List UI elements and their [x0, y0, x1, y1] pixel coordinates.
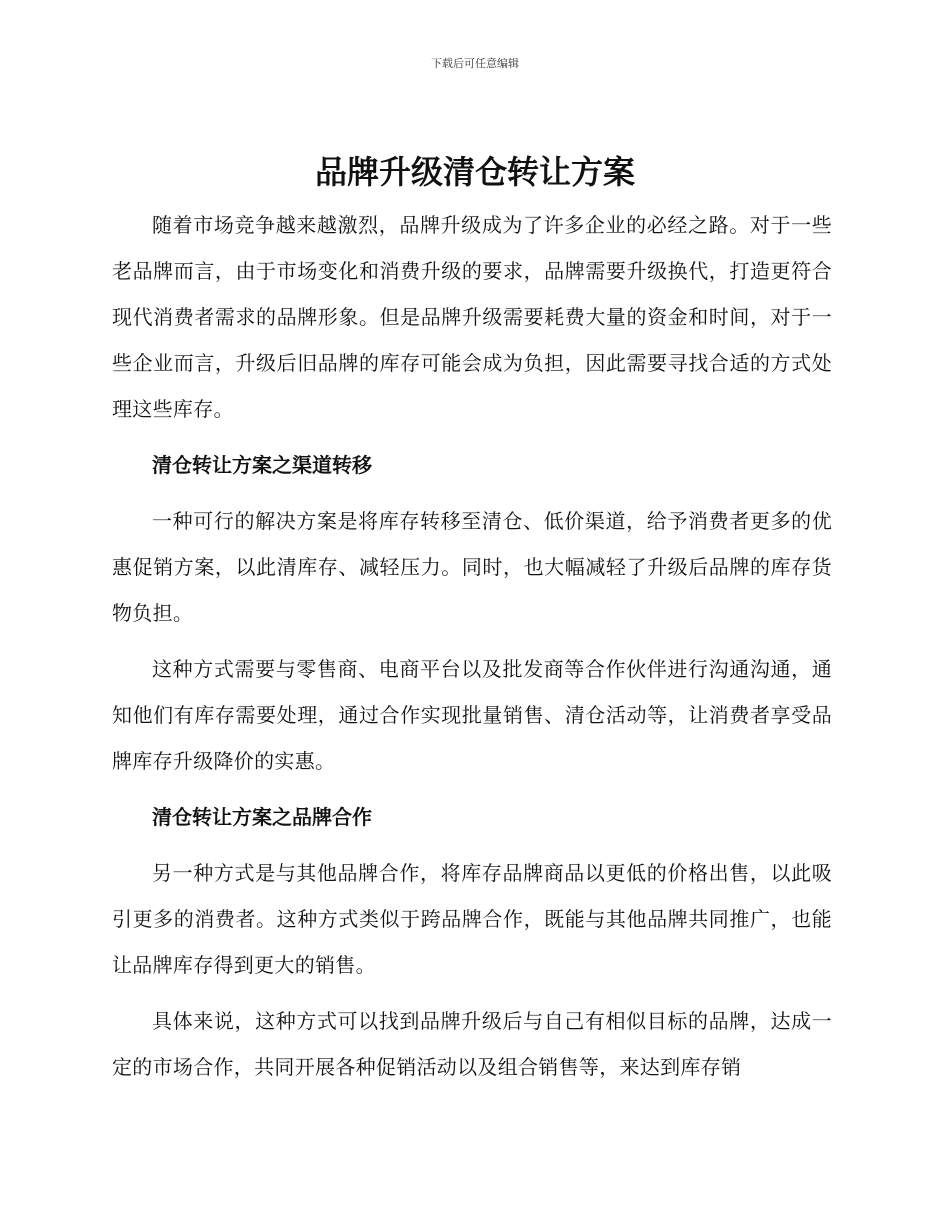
section-2-paragraph-1: 另一种方式是与其他品牌合作，将库存品牌商品以更低的价格出售，以此吸引更多的消费者。这种方式类似于跨品牌合作，既能与其他品牌共同推广，也能让品牌库存得到更大的销售。 — [112, 861, 832, 977]
section-1-paragraph-1: 一种可行的解决方案是将库存转移至清仓、低价渠道，给予消费者更多的优惠促销方案，以此清库存、减轻压力。同时，也大幅减轻了升级后品牌的库存货物负担。 — [112, 509, 832, 625]
intro-paragraph: 随着市场竞争越来越激烈，品牌升级成为了许多企业的必经之路。对于一些老品牌而言，由于市场变化和消费升级的要求，品牌需要升级换代，打造更符合现代消费者需求的品牌形象。但是品牌升级需要耗费大量的资金和时间，对于一些企业而言，升级后旧品牌的库存可能会成为负担，因此需要寻找合适的方式处理这些库存。 — [112, 213, 832, 421]
header-note: 下载后可任意编辑 — [431, 57, 519, 70]
document-body — [112, 202, 832, 1090]
document-title: 品牌升级清仓转让方案 — [314, 153, 635, 191]
section-heading-brand-cooperation: 清仓转让方案之品牌合作 — [152, 805, 372, 829]
section-2-paragraph-2: 具体来说，这种方式可以找到品牌升级后与自己有相似目标的品牌，达成一定的市场合作，共同开展各种促销活动以及组合销售等，来达到库存销 — [112, 1009, 832, 1079]
section-1-paragraph-2: 这种方式需要与零售商、电商平台以及批发商等合作伙伴进行沟通沟通，通知他们有库存需要处理，通过合作实现批量销售、清仓活动等，让消费者享受品牌库存升级降价的实惠。 — [112, 657, 832, 773]
section-heading-channel-transfer: 清仓转让方案之渠道转移 — [152, 453, 372, 477]
